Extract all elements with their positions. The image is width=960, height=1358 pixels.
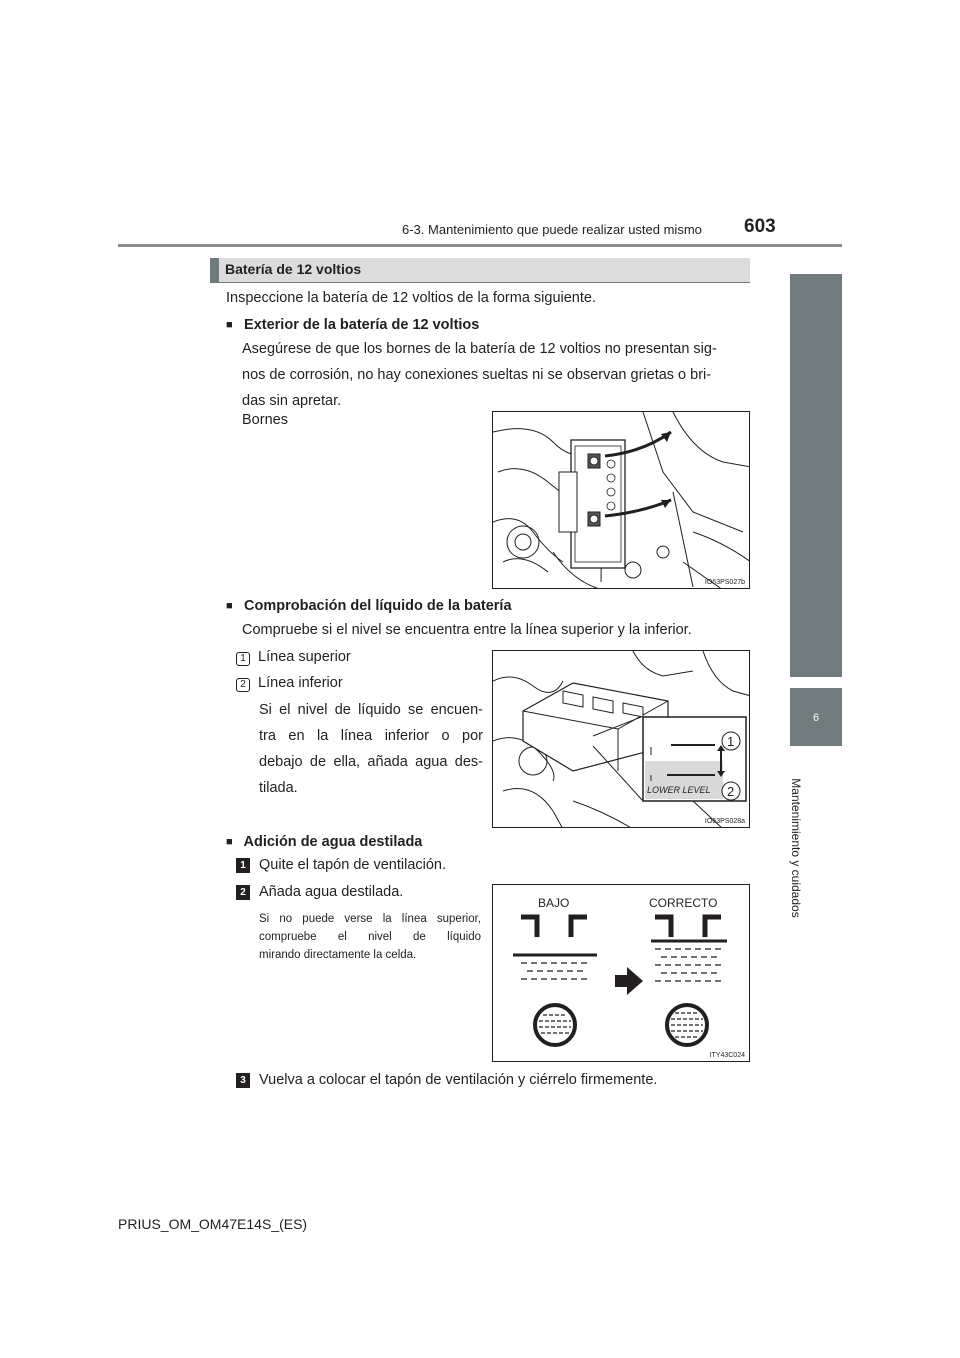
step-3-text: Vuelva a colocar el tapón de ventilación y ciérrelo firmemente. xyxy=(259,1072,658,1088)
step-2-badge: 2 xyxy=(236,885,250,900)
exterior-line: nos de corrosión, no hay conexiones sueltas ni se observan grietas o bri- xyxy=(242,367,712,383)
exterior-line: das sin apretar. xyxy=(242,393,342,409)
fluid-note-line: debajo de ella, añada agua des- xyxy=(259,754,483,770)
legend-item-upper xyxy=(236,645,351,670)
exterior-paragraph xyxy=(242,336,750,414)
callout-2-badge: 2 xyxy=(236,678,250,692)
low-level-label: BAJO xyxy=(538,896,570,910)
chapter-title: Mantenimiento y cuidados xyxy=(789,778,803,918)
step-1-badge: 1 xyxy=(236,858,250,873)
fluid-heading-label: Comprobación del líquido de la batería xyxy=(244,598,512,614)
chapter-tab xyxy=(790,688,842,746)
exterior-heading-label: Exterior de la batería de 12 voltios xyxy=(244,317,480,333)
step-1-text: Quite el tapón de ventilación. xyxy=(259,857,447,873)
callout-1-figure: 1 xyxy=(727,734,735,749)
figure-code: IO63PS027b xyxy=(704,579,745,586)
distilled-heading xyxy=(226,830,422,855)
step-2-text: Añada agua destilada. xyxy=(259,884,404,900)
battery-terminals-figure xyxy=(492,411,750,589)
figure-code: ITY43C024 xyxy=(709,1052,745,1059)
correct-level-label: CORRECTO xyxy=(649,896,718,910)
distilled-heading-label: Adición de agua destilada xyxy=(243,834,423,850)
fluid-heading xyxy=(226,594,512,619)
fluid-note-line: tilada. xyxy=(259,780,298,796)
page-number: 603 xyxy=(744,216,776,237)
step-2-note-line: mirando directamente la celda. xyxy=(259,949,417,961)
figure-code: IO63PS028a xyxy=(704,818,745,825)
running-header-section: 6-3. Mantenimiento que puede realizar usted mismo xyxy=(402,222,702,237)
fluid-note-line: Si el nivel de líquido se encuen- xyxy=(259,702,483,718)
legend-item-label: Línea superior xyxy=(258,649,351,665)
intro-text: Inspeccione la batería de 12 voltios de la forma siguiente. xyxy=(226,290,596,306)
fluid-note xyxy=(259,697,483,801)
lower-level-label: LOWER LEVEL xyxy=(647,785,711,795)
water-level-figure xyxy=(492,884,750,1062)
chapter-title-vertical xyxy=(778,778,814,918)
legend-item-lower xyxy=(236,671,343,696)
step-2-note-line: compruebe el nivel de líquido xyxy=(259,931,481,943)
callout-1-badge: 1 xyxy=(236,652,250,666)
exterior-line: Asegúrese de que los bornes de la batería de 12 voltios no presentan sig- xyxy=(242,341,717,357)
chapter-tab-bar xyxy=(790,274,842,677)
step-2-note xyxy=(259,910,481,964)
fluid-note-line: tra en la línea inferior o por xyxy=(259,728,483,744)
engine-bay-illustration xyxy=(493,412,750,589)
terminals-caption: Bornes xyxy=(242,412,288,428)
exterior-heading xyxy=(226,313,479,338)
fluid-level-figure xyxy=(492,650,750,828)
chapter-number: 6 xyxy=(812,712,820,724)
section-heading: Batería de 12 voltios xyxy=(210,258,750,283)
legend-item-label: Línea inferior xyxy=(258,675,343,691)
callout-2-figure: 2 xyxy=(727,784,735,799)
document-footer: PRIUS_OM_OM47E14S_(ES) xyxy=(118,1216,308,1232)
battery-fluid-illustration xyxy=(493,651,750,828)
step-3-badge: 3 xyxy=(236,1073,250,1088)
step-2-note-line: Si no puede verse la línea superior, xyxy=(259,913,481,925)
fluid-instruction: Compruebe si el nivel se encuentra entre la línea superior y la inferior. xyxy=(242,622,692,638)
header-rule xyxy=(118,244,842,247)
cell-level-illustration xyxy=(493,885,750,1062)
